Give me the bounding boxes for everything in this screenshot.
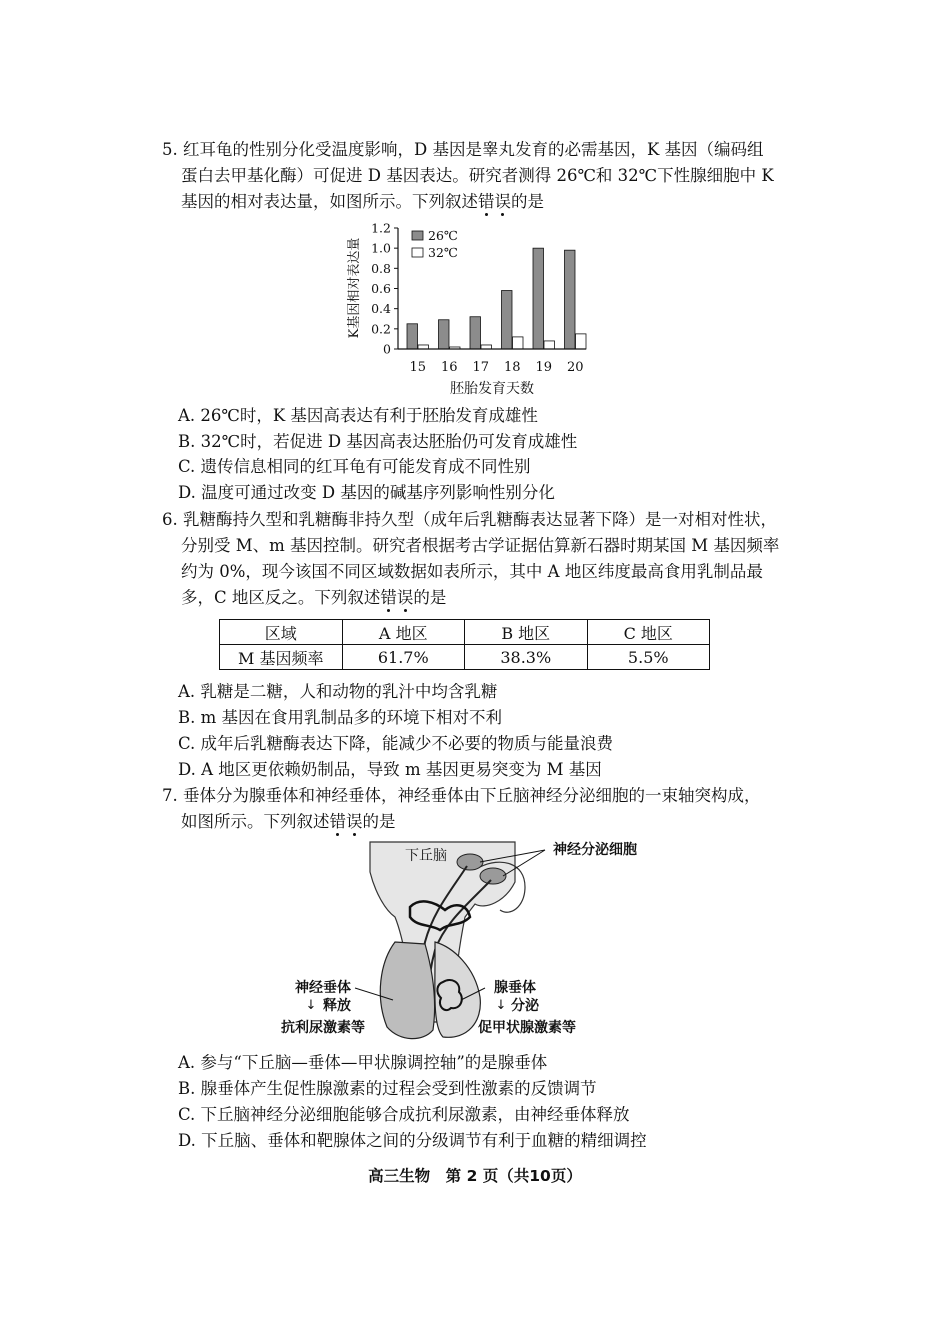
legend-label-32: 32℃ xyxy=(428,245,458,260)
bars xyxy=(407,248,586,349)
emphasis-char: 错 xyxy=(329,812,346,831)
emphasis-char: 错 xyxy=(478,192,495,211)
x-tick-label: 18 xyxy=(503,360,521,375)
down-arrow-icon: ↓ xyxy=(495,998,507,1013)
q6-stem-end: 的是 xyxy=(413,588,447,607)
table-header-cell: A 地区 xyxy=(342,620,465,645)
label-secrete: 分泌 xyxy=(511,998,539,1014)
q7-option-d: D. 下丘脑、垂体和靶腺体之间的分级调节有利于血糖的精细调控 xyxy=(178,1131,647,1150)
x-axis-ticks xyxy=(409,360,583,375)
q5-line-1: 5. 红耳龟的性别分化受温度影响，D 基因是睾丸发育的必需基因，K 基因（编码组 xyxy=(162,140,764,159)
legend-swatch-32 xyxy=(412,248,423,257)
x-tick-label: 20 xyxy=(566,360,584,375)
neurohypophysis xyxy=(380,942,434,1039)
y-tick-label: 0.6 xyxy=(371,281,391,296)
bar-26c xyxy=(565,250,576,349)
emphasis-char: 误 xyxy=(396,588,414,607)
q5-line-2: 蛋白去甲基化酶）可促进 D 基因表达。研究者测得 26℃和 32℃下性腺细胞中 K xyxy=(181,166,774,185)
label-neurosecretory-cell: 神经分泌细胞 xyxy=(553,842,637,858)
q7-line-1: 7. 垂体分为腺垂体和神经垂体，神经垂体由下丘脑神经分泌细胞的一束轴突构成， xyxy=(162,786,761,805)
y-axis-label: K基因相对表达量 xyxy=(347,237,362,339)
table-row xyxy=(220,620,710,645)
label-tsh: 促甲状腺激素等 xyxy=(478,1020,576,1036)
q6-option-c: C. 成年后乳糖酶表达下降，能减少不必要的物质与能量浪费 xyxy=(178,734,614,753)
table-cell: 38.3% xyxy=(465,645,588,670)
x-tick-label: 15 xyxy=(409,360,427,375)
y-tick-label: 0.8 xyxy=(371,260,391,276)
q5-option-b: B. 32℃时，若促进 D 基因高表达胚胎仍可发育成雄性 xyxy=(178,432,578,451)
bar-32c xyxy=(576,334,587,349)
emphasis-char: 错 xyxy=(380,588,397,607)
x-tick-label: 19 xyxy=(535,360,553,375)
q5-option-a: A. 26℃时，K 基因高表达有利于胚胎发育成雄性 xyxy=(178,406,538,425)
y-tick-label: 1.0 xyxy=(371,240,391,256)
q5-line-3 xyxy=(181,190,544,214)
q6-option-d: D. A 地区更依赖奶制品，导致 m 基因更易突变为 M 基因 xyxy=(178,760,602,779)
q6-line-2: 分别受 M、m 基因控制。研究者根据考古学证据估算新石器时期某国 M 基因频率 xyxy=(181,536,780,555)
y-axis-ticks xyxy=(371,221,398,357)
q7-stem-text: 如图所示。下列叙述 xyxy=(181,812,330,831)
table-header-cell: 区域 xyxy=(220,620,343,645)
q5-option-c: C. 遗传信息相同的红耳龟有可能发育成不同性别 xyxy=(178,457,531,476)
label-hypothalamus: 下丘脑 xyxy=(405,848,447,864)
emphasis-char: 误 xyxy=(346,812,363,831)
q7-option-b: B. 腺垂体产生促性腺激素的过程会受到性激素的反馈调节 xyxy=(178,1079,597,1098)
label-neurohypophysis: 神经垂体 xyxy=(295,980,351,996)
q6-line-3: 约为 0%，现今该国不同区域数据如表所示，其中 A 地区纬度最高食用乳制品最 xyxy=(181,562,763,581)
neurosecretory-cell xyxy=(457,854,483,870)
bar-26c xyxy=(470,317,481,349)
bar-26c xyxy=(439,320,450,349)
legend-label-26: 26℃ xyxy=(428,228,458,243)
q6-line-4 xyxy=(181,586,446,610)
k-gene-expression-bar-chart xyxy=(340,218,600,400)
table-header-cell: C 地区 xyxy=(587,620,710,645)
adenohypophysis xyxy=(435,942,481,1037)
q6-stem-text: 多，C 地区反之。下列叙述 xyxy=(181,588,381,607)
q5-stem-end: 的是 xyxy=(511,192,544,211)
pituitary-diagram xyxy=(275,832,645,1044)
y-tick-label: 0 xyxy=(383,341,391,357)
q6-option-a: A. 乳糖是二糖，人和动物的乳汁中均含乳糖 xyxy=(178,682,498,701)
bar-32c xyxy=(418,345,429,349)
table-row xyxy=(220,645,710,670)
q7-stem-end: 的是 xyxy=(362,812,396,831)
neurosecretory-cell xyxy=(480,868,506,884)
x-tick-label: 17 xyxy=(472,360,490,375)
y-tick-label: 0.4 xyxy=(371,301,391,317)
q7-option-a: A. 参与“下丘脑—垂体—甲状腺调控轴”的是腺垂体 xyxy=(178,1053,548,1072)
emphasis-char: 误 xyxy=(494,192,511,211)
gene-frequency-table xyxy=(219,619,710,670)
label-release: 释放 xyxy=(323,998,351,1014)
y-tick-label: 1.2 xyxy=(371,220,391,236)
q7-line-2 xyxy=(181,810,396,834)
x-tick-label: 16 xyxy=(440,360,458,375)
down-arrow-icon: ↓ xyxy=(305,998,317,1013)
label-adenohypophysis: 腺垂体 xyxy=(494,980,536,996)
table-cell: 61.7% xyxy=(342,645,465,670)
legend-swatch-26 xyxy=(412,231,423,240)
bar-26c xyxy=(407,324,418,349)
table-header-cell: B 地区 xyxy=(465,620,588,645)
q5-option-d: D. 温度可通过改变 D 基因的碱基序列影响性别分化 xyxy=(178,483,555,502)
bar-26c xyxy=(533,248,544,349)
table-cell: 5.5% xyxy=(587,645,710,670)
label-adh: 抗利尿激素等 xyxy=(281,1020,365,1036)
bar-32c xyxy=(513,337,524,349)
y-tick-label: 0.2 xyxy=(371,321,391,337)
q6-option-b: B. m 基因在食用乳制品多的环境下相对不利 xyxy=(178,708,503,727)
page-footer: 高三生物 第 2 页（共10页） xyxy=(368,1167,582,1185)
q5-stem-text: 基因的相对表达量，如图所示。下列叙述 xyxy=(181,192,478,211)
q6-line-1: 6. 乳糖酶持久型和乳糖酶非持久型（成年后乳糖酶表达显著下降）是一对相对性状， xyxy=(162,510,777,529)
q7-option-c: C. 下丘脑神经分泌细胞能够合成抗利尿激素，由神经垂体释放 xyxy=(178,1105,630,1124)
table-cell: M 基因频率 xyxy=(220,645,343,670)
bar-26c xyxy=(502,291,513,349)
x-axis-label: 胚胎发育天数 xyxy=(450,381,534,397)
bar-32c xyxy=(544,341,555,349)
bar-32c xyxy=(481,345,492,349)
